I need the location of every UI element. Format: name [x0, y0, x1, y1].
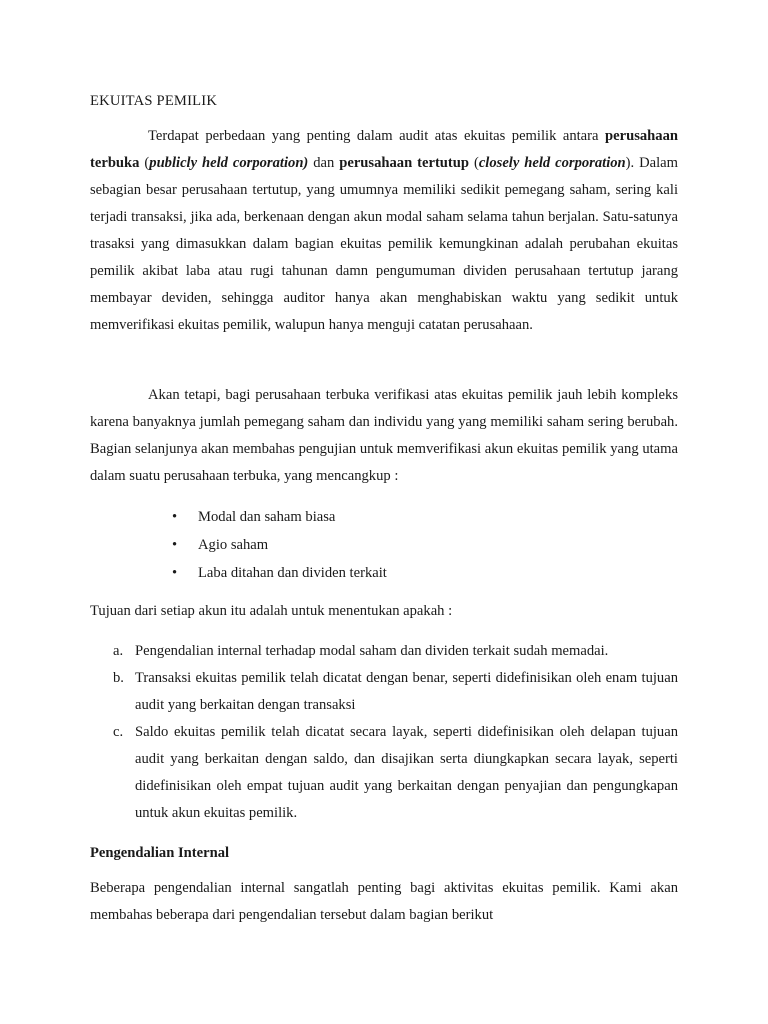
- para-1-bold-italic-closely-held: closely held corporation: [478, 155, 626, 171]
- para-1-text-2: (: [139, 155, 150, 171]
- lettered-list-item: [90, 719, 678, 827]
- para-1-text-4: (: [469, 155, 479, 171]
- para-1-bold-perusahaan-terbuka: perusahaan terbuka: [90, 128, 678, 171]
- bullet-item: [172, 559, 387, 587]
- bullet-icon: •: [172, 565, 178, 581]
- paragraph-tujuan: Tujuan dari setiap akun itu adalah untuk menentukan apakah :: [90, 603, 453, 619]
- bullet-icon: •: [172, 537, 178, 553]
- para-1-bold-perusahaan-tertutup: perusahaan tertutup: [339, 155, 470, 171]
- bullet-item-text: Laba ditahan dan dividen terkait: [198, 565, 387, 581]
- bullet-item-text: Modal dan saham biasa: [198, 509, 336, 525]
- section-heading-pengendalian-internal: Pengendalian Internal: [90, 845, 230, 861]
- bullet-item: [172, 531, 387, 559]
- para-1-text-1: Terdapat perbedaan yang penting dalam audit atas ekuitas pemilik antara: [148, 128, 605, 144]
- bullet-list-akun-ekuitas: [172, 503, 387, 587]
- para-1-text-3: dan: [308, 155, 340, 171]
- lettered-list-item: [90, 665, 678, 719]
- para-1-text-5: ). Dalam sebagian besar perusahaan tertutup, yang umumnya memiliki sedikit pemegang saham, sering kali terjadi transaksi, jika ada, berkenaan dengan akun modal saham selama tahun berjalan. Satu-satunya trasaksi yang dimasukkan dalam bagian ekuitas pemilik kemungkinan adalah perubahan ekuitas pemilik akibat laba atau rugi tahunan damn pengumuman dividen perusahaan tertutup jarang membayar deviden, sehingga auditor hanya akan menghabiskan waktu yang sedikit untuk memverifikasi ekuitas pemilik, walupun hanya menguji catatan perusahaan.: [90, 155, 679, 333]
- lettered-list-tujuan-audit: [90, 638, 678, 827]
- list-marker: a.: [113, 643, 124, 659]
- list-item-text: Saldo ekuitas pemilik telah dicatat secara layak, seperti didefinisikan oleh delapan tujuan audit yang berkaitan dengan saldo, dan disajikan serta diungkapkan secara layak, seperti didefinisikan oleh empat tujuan audit yang berkaitan dengan penyajian dan pengungkapan untuk akun ekuitas pemilik.: [135, 724, 678, 821]
- para-1-bold-italic-publicly-held: publicly held corporation): [149, 155, 309, 171]
- list-item-text: Transaksi ekuitas pemilik telah dicatat dengan benar, seperti didefinisikan oleh enam tujuan audit yang berkaitan dengan transaksi: [135, 670, 678, 713]
- bullet-item-text: Agio saham: [198, 537, 269, 553]
- paragraph-intro: [90, 123, 678, 339]
- lettered-list-item: [90, 638, 678, 665]
- list-marker: c.: [113, 724, 124, 740]
- list-marker: b.: [113, 670, 124, 686]
- paragraph-pengendalian: Beberapa pengendalian internal sangatlah penting bagi aktivitas ekuitas pemilik. Kami akan membahas beberapa dari pengendalian tersebut dalam bagian berikut: [90, 880, 678, 923]
- bullet-item: [172, 503, 387, 531]
- paragraph-perusahaan-terbuka: Akan tetapi, bagi perusahaan terbuka verifikasi atas ekuitas pemilik jauh lebih kompleks karena banyaknya jumlah pemegang saham dan individu yang yang memiliki saham sering berubah. Bagian selanjunya akan membahas pengujian untuk memverifikasi akun ekuitas pemilik yang utama dalam suatu perusahaan terbuka, yang mencangkup :: [90, 387, 678, 484]
- bullet-icon: •: [172, 509, 178, 525]
- section-heading-ekuitas-pemilik: EKUITAS PEMILIK: [90, 93, 218, 109]
- list-item-text: Pengendalian internal terhadap modal saham dan dividen terkait sudah memadai.: [135, 643, 609, 659]
